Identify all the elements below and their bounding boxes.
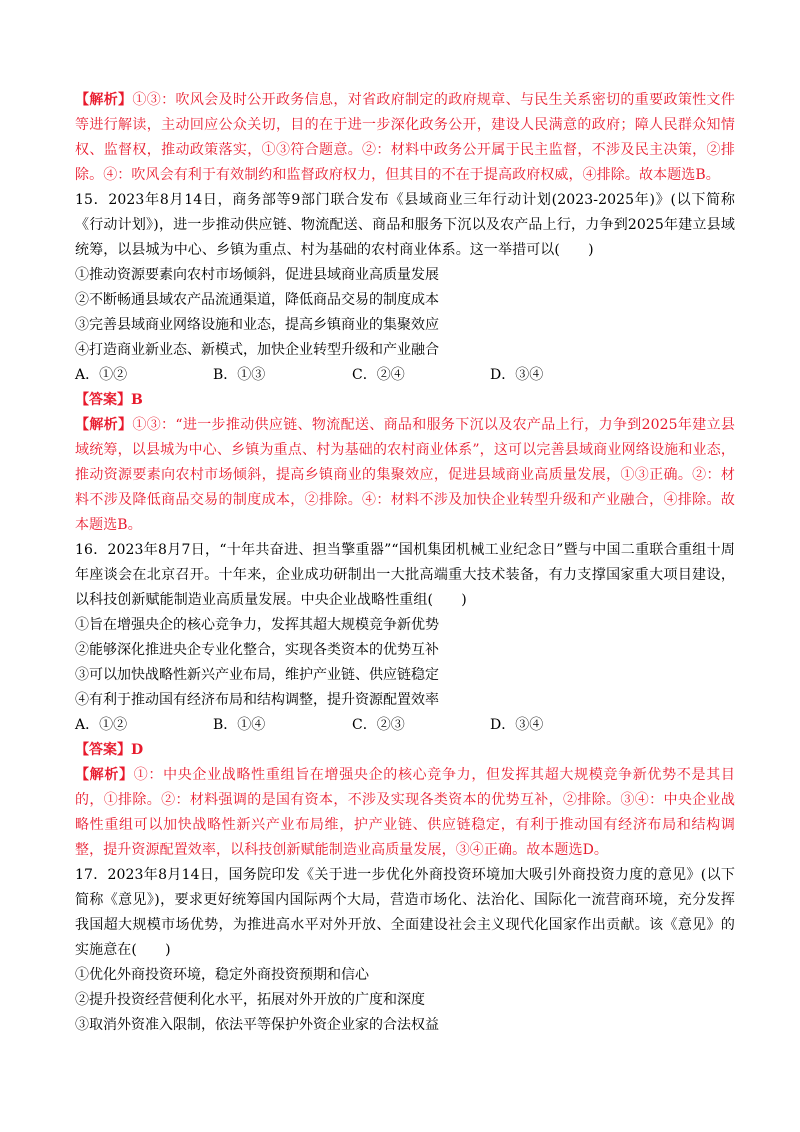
q15-analysis [75,413,735,538]
q15-choice-a: A．①② [75,367,128,383]
q16-option-4: ④有利于推动国有经济布局和结构调整，提升资源配置效率 [75,692,439,708]
q16-answer: 【答案】D [75,742,144,758]
analysis-tag: 【解析】 [75,767,134,783]
q15-choices [75,363,735,388]
q17-option-3: ③取消外资准入限制，依法平等保护外资企业家的合法权益 [75,1017,439,1033]
q14-analysis [75,88,735,188]
q15-choice-d: D．③④ [490,367,544,383]
q17-stem: 17．2023年8月14日，国务院印发《关于进一步优化外商投资环境加大吸引外商投资力度的意见》(以下简称《意见》)，要求更好统筹国内国际两个大局，营造市场化、法治化、国际化一流营商环境，充分发挥我国超大规模市场优势，为推进高水平对外开放、全面建设社会主义现代化国家作出贡献。该《意见》的实施意在( ) [75,867,735,958]
q15-option-4: ④打造商业新业态、新模式，加快企业转型升级和产业融合 [75,342,439,358]
q15-option-1: ①推动资源要素向农村市场倾斜，促进县域商业高质量发展 [75,267,439,283]
q16-option-1: ①旨在增强央企的核心竞争力，发挥其超大规模竞争新优势 [75,617,439,633]
q17-option-2: ②提升投资经营便利化水平，拓展对外开放的广度和深度 [75,992,425,1008]
q15-choice-b: B．①③ [213,367,266,383]
q17-option-1: ①优化外商投资环境，稳定外商投资预期和信心 [75,967,369,983]
q16-choice-d: D．③④ [490,717,544,733]
analysis-tag: 【解析】 [75,92,133,108]
q15-option-2: ②不断畅通县域农产品流通渠道，降低商品交易的制度成本 [75,292,439,308]
q16-choice-a: A．①② [75,717,128,733]
q16-stem: 16．2023年8月7日，“十年共奋进、担当擎重器”“国机集团机械工业纪念日”暨与中国二重联合重组十周年座谈会在北京召开。十年来，企业成功研制出一大批高端重大技术装备，有力支撑国家重大项目建设，以科技创新赋能制造业高质量发展。中央企业战略性重组( ) [75,542,735,608]
q16-choice-b: B．①④ [213,717,266,733]
analysis-text: ①③：“进一步推动供应链、物流配送、商品和服务下沉以及农产品上行，力争到2025年建立县域统筹，以县城为中心、乡镇为重点、村为基础的农村商业体系”，这可以完善县域商业网络设施和业态，推动资源要素向农村市场倾斜，提高乡镇商业的集聚效应，促进县域商业高质量发展，①③正确。②：材料不涉及降低商品交易的制度成本，②排除。④：材料不涉及加快企业转型升级和产业融合，④排除。故本题选B。 [75,417,736,533]
q15-option-3: ③完善县域商业网络设施和业态，提高乡镇商业的集聚效应 [75,317,439,333]
analysis-text: ①③：吹风会及时公开政务信息，对省政府制定的政府规章、与民生关系密切的重要政策性文件等进行解读，主动回应公众关切，目的在于进一步深化政务公开，建设人民满意的政府；障人民群众知情权、监督权，推动政策落实，①③符合题意。②：材料中政务公开属于民主监督，不涉及民主决策，②排除。④：吹风会有利于有效制约和监督政府权力，但其目的不在于提高政府权威，④排除。故本题选B。 [75,92,735,183]
analysis-tag: 【解析】 [75,417,133,433]
q16-choice-c: C．②③ [352,717,405,733]
q15-choice-c: C．②④ [352,367,405,383]
q16-option-3: ③可以加快战略性新兴产业布局，维护产业链、供应链稳定 [75,667,439,683]
q15-stem: 15．2023年8月14日，商务部等9部门联合发布《县域商业三年行动计划(2023-2025年)》(以下简称《行动计划》)，进一步推动供应链、物流配送、商品和服务下沉以及农产品上行，力争到2025年建立县域统筹，以县城为中心、乡镇为重点、村为基础的农村商业体系。这一举措可以( ) [75,192,735,258]
q16-analysis [75,763,735,863]
analysis-text: ①：中央企业战略性重组旨在增强央企的核心竞争力，但发挥其超大规模竞争新优势不是其目的，①排除。②：材料强调的是国有资本，不涉及实现各类资本的优势互补，②排除。③④：中央企业战略性重组可以加快战略性新兴产业布局维，护产业链、供应链稳定，有利于推动国有经济布局和结构调整，提升资源配置效率，以科技创新赋能制造业高质量发展，③④正确。故本题选D。 [75,767,735,858]
q16-option-2: ②能够深化推进央企专业化整合，实现各类资本的优势互补 [75,642,439,658]
q15-answer: 【答案】B [75,392,143,408]
q16-choices [75,713,735,738]
